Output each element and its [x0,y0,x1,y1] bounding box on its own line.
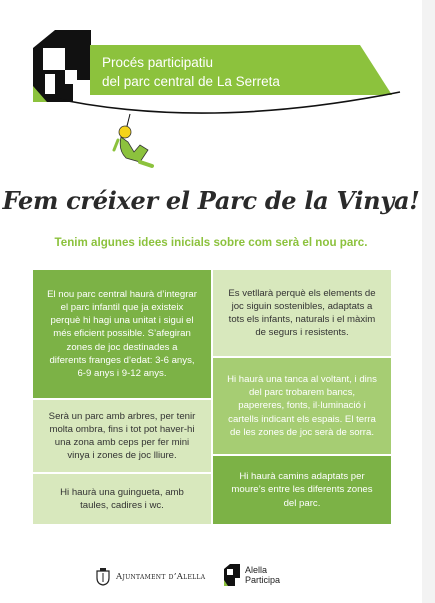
zipline-illustration [0,0,435,180]
coat-of-arms-icon [96,568,110,586]
banner-line1: Procés participatiu [102,55,214,70]
banner-line2: del parc central de La Serreta [102,74,280,89]
idea-card-sustainable: Es vetllarà perquè els elements de joc siguin sostenibles, adaptats a tots els infants, naturals i el màxim de segurs i resistents. [213,270,391,356]
idea-card-kiosk: Hi haurà una guingueta, amb taules, cadires i wc. [33,474,211,524]
child-on-zipline-icon [114,126,152,166]
ajuntament-logo [96,568,205,586]
alella-participa-line1: Alella [245,565,268,575]
idea-card-trees: Serà un parc amb arbres, per tenir molta ombra, fins i tot pot haver-hi una zona amb ceps per fer mini vinya i zones de joc lliure. [33,400,211,472]
idea-card-play-zones: El nou parc central haurà d’integrar el parc infantil que ja existeix perquè hi hagi una unitat i sigui el més eficient possible. S’afegiran zones de joc destinades a diferents franges d’edat: 3-6 anys, 6-9 anys i 9-12 anys. [33,270,211,398]
ajuntament-name: Ajuntament d’Alella [116,572,206,582]
headline: Fem créixer el Parc de la Vinya! [2,186,420,215]
alella-participa-line2: Participa [245,575,281,585]
alella-participa-logo [224,564,280,586]
alella-participa-text [245,565,280,585]
alella-participa-icon [224,564,240,586]
idea-card-fence: Hi haurà una tanca al voltant, i dins del parc trobarem bancs, papereres, fonts, il·luminació i cartells indicant els espais. El terra de les zones de joc serà de sorra. [213,358,391,454]
idea-card-paths: Hi haurà camins adaptats per moure’s entre les diferents zones del parc. [213,456,391,524]
subtitle: Tenim algunes idees inicials sobre com serà el nou parc. [54,236,368,249]
